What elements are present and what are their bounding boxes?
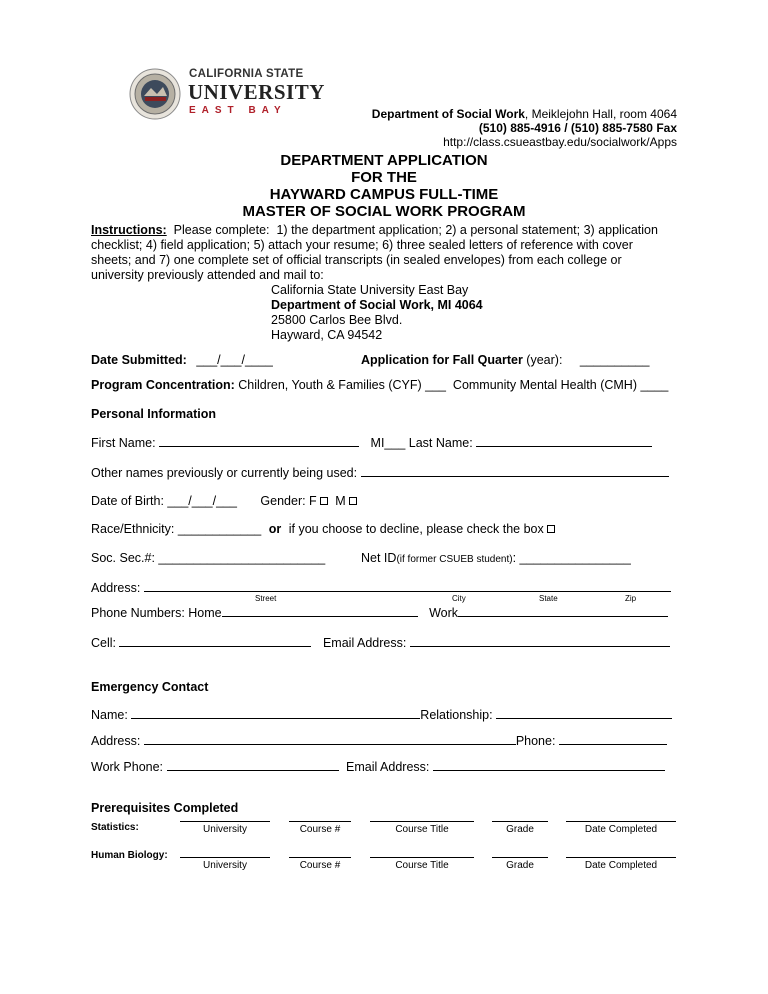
other-names-field[interactable] bbox=[361, 465, 669, 477]
phone-work-field[interactable] bbox=[458, 605, 668, 617]
emergency-address-field[interactable] bbox=[144, 733, 516, 745]
biology-course-title-field[interactable] bbox=[370, 857, 474, 858]
netid-note: (if former CSUEB student) bbox=[396, 554, 513, 565]
other-names-row bbox=[91, 465, 669, 480]
program-concentration-label: Program Concentration: bbox=[91, 378, 235, 392]
biology-grade-caption: Grade bbox=[506, 860, 534, 871]
address-city-label: City bbox=[452, 594, 466, 603]
emergency-work-phone-field[interactable] bbox=[167, 759, 339, 771]
fall-quarter-label: Application for Fall Quarter bbox=[361, 353, 523, 367]
title-line3: HAYWARD CAMPUS FULL-TIME bbox=[269, 186, 499, 203]
logo-line1: CALIFORNIA STATE bbox=[189, 68, 304, 80]
logo-line3: EAST BAY bbox=[189, 105, 287, 116]
fall-quarter-row bbox=[361, 353, 649, 367]
phone-home-field[interactable] bbox=[222, 605, 418, 617]
mailing-address-line4: Hayward, CA 94542 bbox=[271, 328, 383, 342]
first-name-field[interactable] bbox=[159, 435, 359, 447]
phone-home-label: Phone Numbers: Home bbox=[91, 606, 222, 620]
phone-row bbox=[91, 605, 668, 620]
department-location: , Meiklejohn Hall, room 4064 bbox=[524, 107, 677, 121]
department-name: Department of Social Work bbox=[371, 107, 525, 121]
address-zip-label: Zip bbox=[625, 594, 637, 603]
emergency-email-label: Email Address: bbox=[346, 760, 433, 774]
email-label: Email Address: bbox=[322, 636, 410, 650]
biology-course-title-caption: Course Title bbox=[395, 860, 449, 871]
cell-field[interactable] bbox=[119, 635, 311, 647]
department-line bbox=[372, 107, 677, 121]
mailing-address-line1: California State University East Bay bbox=[271, 283, 469, 297]
biology-university-field[interactable] bbox=[180, 857, 270, 858]
title-line2: FOR THE bbox=[351, 169, 417, 186]
gender-male-checkbox[interactable] bbox=[349, 497, 357, 505]
instructions-line2: checklist; 4) field application; 5) attach your resume; 6) three sealed letters of reference with cover bbox=[91, 238, 633, 252]
statistics-university-field[interactable] bbox=[180, 821, 270, 822]
address-street-label: Street bbox=[255, 594, 277, 603]
first-name-row bbox=[91, 435, 652, 450]
instructions-line3: sheets; and 7) one complete set of official transcripts (in sealed envelopes) from each college or bbox=[91, 253, 622, 267]
emergency-email-field[interactable] bbox=[433, 759, 665, 771]
emergency-relationship-label: Relationship: bbox=[420, 708, 497, 722]
address-state-label: State bbox=[539, 594, 558, 603]
personal-info-heading: Personal Information bbox=[91, 407, 217, 421]
mailing-address-line3: 25800 Carlos Bee Blvd. bbox=[271, 313, 403, 327]
biology-date-field[interactable] bbox=[566, 857, 676, 858]
emergency-phone-field[interactable] bbox=[559, 733, 667, 745]
first-name-label: First Name: bbox=[91, 436, 160, 450]
biology-course-number-caption: Course # bbox=[299, 860, 341, 871]
emergency-relationship-field[interactable] bbox=[496, 707, 672, 719]
ssn-row bbox=[91, 551, 325, 565]
statistics-course-number-field[interactable] bbox=[289, 821, 351, 822]
statistics-grade-field[interactable] bbox=[492, 821, 548, 822]
fall-quarter-year-label: (year): bbox=[522, 353, 563, 367]
department-phones: (510) 885-4916 / (510) 885-7580 Fax bbox=[478, 121, 677, 135]
mi-last-name-label: MI___ Last Name: bbox=[370, 436, 473, 450]
program-concentration-row bbox=[91, 378, 668, 392]
emergency-phone-label: Phone: bbox=[515, 734, 559, 748]
biology-date-caption: Date Completed bbox=[584, 860, 658, 871]
netid-row bbox=[361, 551, 631, 565]
emergency-name-row bbox=[91, 707, 672, 722]
title-line1: DEPARTMENT APPLICATION bbox=[280, 152, 488, 169]
emergency-address-label: Address: bbox=[91, 734, 144, 748]
race-decline-label: if you choose to decline, please check the box bbox=[288, 522, 544, 536]
prereq-statistics-label: Statistics: bbox=[91, 822, 139, 833]
emergency-work-row bbox=[91, 759, 665, 774]
prerequisites-heading: Prerequisites Completed bbox=[91, 801, 239, 815]
race-label[interactable]: Race/Ethnicity: ____________ bbox=[91, 522, 262, 536]
biology-university-caption: University bbox=[203, 860, 247, 871]
netid-field[interactable]: : ________________ bbox=[512, 551, 631, 565]
address-label: Address: bbox=[91, 581, 144, 595]
statistics-university-caption: University bbox=[203, 824, 247, 835]
dob-label[interactable]: Date of Birth: ___/___/___ bbox=[91, 494, 237, 508]
university-logo bbox=[127, 68, 325, 120]
title-line4: MASTER OF SOCIAL WORK PROGRAM bbox=[242, 203, 526, 220]
statistics-date-caption: Date Completed bbox=[584, 824, 658, 835]
statistics-course-title-caption: Course Title bbox=[395, 824, 449, 835]
netid-label: Net ID bbox=[361, 551, 397, 565]
emergency-name-label: Name: bbox=[91, 708, 132, 722]
other-names-label: Other names previously or currently being used: bbox=[91, 466, 358, 480]
gender-label: Gender: F bbox=[260, 494, 317, 508]
instructions-label: Instructions: bbox=[91, 223, 167, 237]
cell-email-row bbox=[91, 635, 670, 650]
fall-quarter-year-field[interactable]: __________ bbox=[579, 353, 650, 367]
dob-row bbox=[91, 494, 357, 508]
mailing-address-line2: Department of Social Work, MI 4064 bbox=[271, 298, 483, 312]
date-submitted-row bbox=[91, 353, 273, 367]
gender-female-checkbox[interactable] bbox=[320, 497, 328, 505]
program-concentration-options[interactable]: Children, Youth & Families (CYF) ___ Community Mental Health (CMH) ____ bbox=[234, 378, 669, 392]
race-or: or bbox=[268, 522, 282, 536]
gender-male-label: M bbox=[335, 494, 346, 508]
address-field[interactable] bbox=[144, 580, 671, 592]
emergency-address-row bbox=[91, 733, 667, 748]
university-seal-icon bbox=[127, 68, 187, 120]
ssn-field[interactable]: Soc. Sec.#: ________________________ bbox=[91, 551, 326, 565]
prereq-human-biology-label: Human Biology: bbox=[91, 850, 168, 861]
emergency-name-field[interactable] bbox=[131, 707, 420, 719]
instructions-line1 bbox=[91, 223, 658, 237]
statistics-grade-caption: Grade bbox=[506, 824, 534, 835]
date-submitted-field[interactable]: ___/___/____ bbox=[196, 353, 273, 367]
logo-line2: UNIVERSITY bbox=[188, 80, 325, 104]
emergency-work-phone-label: Work Phone: bbox=[91, 760, 167, 774]
date-submitted-label: Date Submitted: bbox=[91, 353, 187, 367]
race-row bbox=[91, 522, 555, 536]
instructions-text1: Please complete: 1) the department application; 2) a personal statement; 3) application bbox=[166, 223, 658, 237]
department-url: http://class.csueastbay.edu/socialwork/Apps bbox=[443, 135, 677, 149]
phone-work-label: Work bbox=[429, 606, 459, 620]
instructions-line4: university previously attended and mail to: bbox=[91, 268, 324, 282]
race-decline-checkbox[interactable] bbox=[547, 525, 555, 533]
last-name-field[interactable] bbox=[476, 435, 652, 447]
emergency-contact-heading: Emergency Contact bbox=[91, 680, 209, 694]
email-field[interactable] bbox=[410, 635, 670, 647]
cell-label: Cell: bbox=[91, 636, 120, 650]
statistics-course-number-caption: Course # bbox=[299, 824, 341, 835]
biology-course-number-field[interactable] bbox=[289, 857, 351, 858]
statistics-date-field[interactable] bbox=[566, 821, 676, 822]
biology-grade-field[interactable] bbox=[492, 857, 548, 858]
statistics-course-title-field[interactable] bbox=[370, 821, 474, 822]
address-row bbox=[91, 580, 671, 595]
